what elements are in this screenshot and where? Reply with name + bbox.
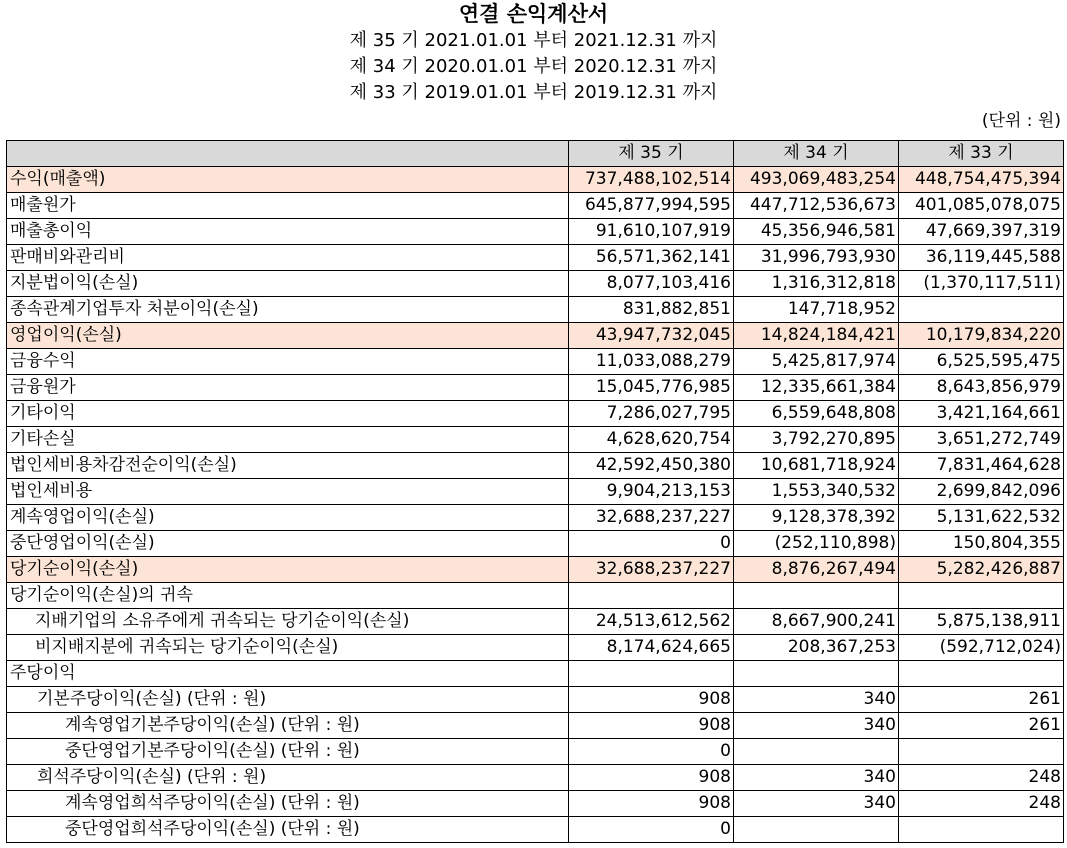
- value-34: 340: [734, 765, 899, 791]
- period-line-33: 제 33 기 2019.01.01 부터 2019.12.31 까지: [349, 82, 718, 103]
- row-label: 중단영업기본주당이익(손실) (단위 : 원): [7, 739, 569, 765]
- row-label: 중단영업희석주당이익(손실) (단위 : 원): [7, 817, 569, 843]
- value-33: 6,525,595,475: [899, 349, 1064, 375]
- income-statement-table: [6, 140, 1064, 843]
- value-34: 8,876,267,494: [734, 557, 899, 583]
- row-label: 비지배지분에 귀속되는 당기순이익(손실): [7, 635, 569, 661]
- table-row: [7, 375, 1064, 401]
- value-35: 645,877,994,595: [569, 193, 734, 219]
- table-body: [7, 167, 1064, 843]
- value-34: 340: [734, 791, 899, 817]
- value-33: 3,651,272,749: [899, 427, 1064, 453]
- value-35: 56,571,362,141: [569, 245, 734, 271]
- header-cell-35: 제 35 기: [569, 141, 734, 167]
- value-34: 340: [734, 713, 899, 739]
- value-34: 10,681,718,924: [734, 453, 899, 479]
- table-row: [7, 219, 1064, 245]
- value-35: 0: [569, 739, 734, 765]
- row-label: 주당이익: [7, 661, 569, 687]
- value-35: 43,947,732,045: [569, 323, 734, 349]
- table-row: [7, 453, 1064, 479]
- row-label: 계속영업희석주당이익(손실) (단위 : 원): [7, 791, 569, 817]
- row-label: 매출총이익: [7, 219, 569, 245]
- value-35: 4,628,620,754: [569, 427, 734, 453]
- value-35: 7,286,027,795: [569, 401, 734, 427]
- value-33: 3,421,164,661: [899, 401, 1064, 427]
- row-label: 영업이익(손실): [7, 323, 569, 349]
- value-33: 261: [899, 713, 1064, 739]
- value-33: 2,699,842,096: [899, 479, 1064, 505]
- value-35: 908: [569, 765, 734, 791]
- value-33: 5,875,138,911: [899, 609, 1064, 635]
- value-35: 0: [569, 531, 734, 557]
- value-33: 401,085,078,075: [899, 193, 1064, 219]
- table-row: [7, 791, 1064, 817]
- table-row: [7, 167, 1064, 193]
- value-34: 6,559,648,808: [734, 401, 899, 427]
- value-34: 5,425,817,974: [734, 349, 899, 375]
- value-33: 5,131,622,532: [899, 505, 1064, 531]
- value-34: 8,667,900,241: [734, 609, 899, 635]
- table-row: [7, 765, 1064, 791]
- row-label: 기타손실: [7, 427, 569, 453]
- row-label: 법인세비용: [7, 479, 569, 505]
- value-33: 248: [899, 791, 1064, 817]
- value-35: 24,513,612,562: [569, 609, 734, 635]
- header-cell-34: 제 34 기: [734, 141, 899, 167]
- value-34: 31,996,793,930: [734, 245, 899, 271]
- value-35: 0: [569, 817, 734, 843]
- value-34: [734, 739, 899, 765]
- row-label: 기본주당이익(손실) (단위 : 원): [7, 687, 569, 713]
- value-33: (592,712,024): [899, 635, 1064, 661]
- value-35: 737,488,102,514: [569, 167, 734, 193]
- value-34: 340: [734, 687, 899, 713]
- value-33: (1,370,117,511): [899, 271, 1064, 297]
- value-34: 208,367,253: [734, 635, 899, 661]
- value-33: [899, 583, 1064, 609]
- value-35: 9,904,213,153: [569, 479, 734, 505]
- value-33: 36,119,445,588: [899, 245, 1064, 271]
- value-34: 14,824,184,421: [734, 323, 899, 349]
- row-label: 법인세비용차감전순이익(손실): [7, 453, 569, 479]
- row-label: 판매비와관리비: [7, 245, 569, 271]
- row-label: 매출원가: [7, 193, 569, 219]
- table-row: [7, 687, 1064, 713]
- value-35: 908: [569, 687, 734, 713]
- value-34: [734, 661, 899, 687]
- value-35: 8,077,103,416: [569, 271, 734, 297]
- unit-label: (단위 : 원): [981, 111, 1061, 131]
- value-33: 150,804,355: [899, 531, 1064, 557]
- value-35: 15,045,776,985: [569, 375, 734, 401]
- statement-header: [0, 0, 1067, 106]
- table-row: [7, 635, 1064, 661]
- table-row: [7, 479, 1064, 505]
- row-label: 지배기업의 소유주에게 귀속되는 당기순이익(손실): [7, 609, 569, 635]
- row-label: 희석주당이익(손실) (단위 : 원): [7, 765, 569, 791]
- table-row: [7, 739, 1064, 765]
- row-label: 지분법이익(손실): [7, 271, 569, 297]
- value-33: [899, 661, 1064, 687]
- value-35: [569, 583, 734, 609]
- table-row: [7, 193, 1064, 219]
- row-label: 당기순이익(손실)의 귀속: [7, 583, 569, 609]
- header-cell-33: 제 33 기: [899, 141, 1064, 167]
- table-row: [7, 713, 1064, 739]
- value-33: 10,179,834,220: [899, 323, 1064, 349]
- table-row: [7, 427, 1064, 453]
- table-row: [7, 583, 1064, 609]
- value-34: 12,335,661,384: [734, 375, 899, 401]
- row-label: 금융수익: [7, 349, 569, 375]
- value-33: 47,669,397,319: [899, 219, 1064, 245]
- table-header-row: [7, 141, 1064, 167]
- table-row: [7, 323, 1064, 349]
- value-33: 248: [899, 765, 1064, 791]
- value-34: 9,128,378,392: [734, 505, 899, 531]
- value-35: 8,174,624,665: [569, 635, 734, 661]
- table-row: [7, 349, 1064, 375]
- value-35: 831,882,851: [569, 297, 734, 323]
- value-34: 3,792,270,895: [734, 427, 899, 453]
- value-33: [899, 817, 1064, 843]
- value-34: 147,718,952: [734, 297, 899, 323]
- value-34: 1,553,340,532: [734, 479, 899, 505]
- row-label: 계속영업기본주당이익(손실) (단위 : 원): [7, 713, 569, 739]
- period-line-35: 제 35 기 2021.01.01 부터 2021.12.31 까지: [349, 30, 718, 51]
- value-33: [899, 297, 1064, 323]
- period-line-34: 제 34 기 2020.01.01 부터 2020.12.31 까지: [349, 56, 718, 77]
- table-row: [7, 557, 1064, 583]
- row-label: 금융원가: [7, 375, 569, 401]
- row-label: 기타이익: [7, 401, 569, 427]
- value-35: 32,688,237,227: [569, 557, 734, 583]
- value-35: 908: [569, 713, 734, 739]
- header-cell-label: [7, 141, 569, 167]
- value-34: 45,356,946,581: [734, 219, 899, 245]
- value-33: 261: [899, 687, 1064, 713]
- table-row: [7, 661, 1064, 687]
- value-35: [569, 661, 734, 687]
- table-row: [7, 297, 1064, 323]
- row-label: 당기순이익(손실): [7, 557, 569, 583]
- value-35: 91,610,107,919: [569, 219, 734, 245]
- value-33: [899, 739, 1064, 765]
- value-34: [734, 583, 899, 609]
- value-35: 42,592,450,380: [569, 453, 734, 479]
- statement-title: 연결 손익계산서: [458, 2, 609, 26]
- table-row: [7, 505, 1064, 531]
- value-34: (252,110,898): [734, 531, 899, 557]
- value-33: 5,282,426,887: [899, 557, 1064, 583]
- value-33: 7,831,464,628: [899, 453, 1064, 479]
- value-35: 32,688,237,227: [569, 505, 734, 531]
- value-35: 11,033,088,279: [569, 349, 734, 375]
- table-row: [7, 271, 1064, 297]
- value-34: 493,069,483,254: [734, 167, 899, 193]
- row-label: 계속영업이익(손실): [7, 505, 569, 531]
- table-row: [7, 401, 1064, 427]
- value-34: 447,712,536,673: [734, 193, 899, 219]
- row-label: 중단영업이익(손실): [7, 531, 569, 557]
- value-33: 448,754,475,394: [899, 167, 1064, 193]
- value-34: [734, 817, 899, 843]
- table-row: [7, 531, 1064, 557]
- table-row: [7, 245, 1064, 271]
- row-label: 종속관계기업투자 처분이익(손실): [7, 297, 569, 323]
- value-34: 1,316,312,818: [734, 271, 899, 297]
- table-row: [7, 817, 1064, 843]
- table-row: [7, 609, 1064, 635]
- value-33: 8,643,856,979: [899, 375, 1064, 401]
- value-35: 908: [569, 791, 734, 817]
- row-label: 수익(매출액): [7, 167, 569, 193]
